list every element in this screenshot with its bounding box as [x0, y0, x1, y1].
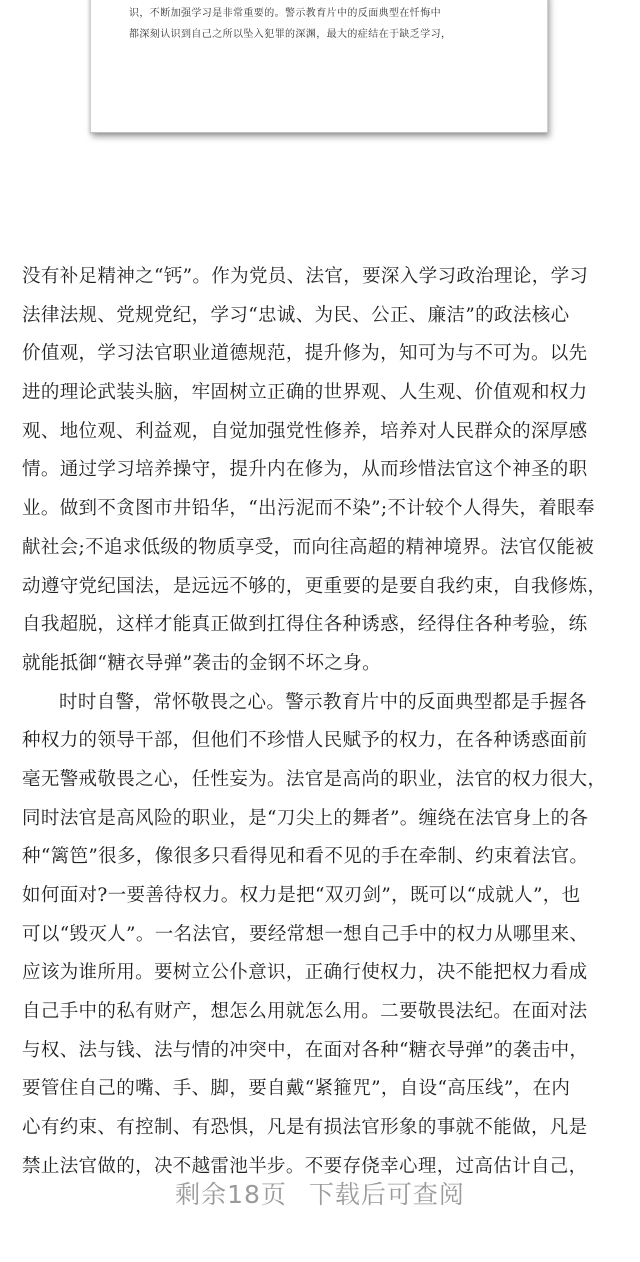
article-line: 自己手中的私有财产，想怎么用就怎么用。二要敬畏法纪。在面对法 — [22, 1001, 588, 1023]
article-line: 种权力的领导干部，但他们不珍惜人民赋予的权力，在各种诱惑面前 — [22, 730, 588, 752]
download-hint-text: 下载后可查阅 — [308, 1180, 465, 1209]
article-line: 没有补足精神之“钙”。作为党员、法官，要深入学习政治理论，学习 — [22, 266, 589, 287]
article-line: 种“篱笆”很多，像很多只看得见和看不见的手在牵制、约束着法官。 — [22, 846, 589, 868]
article-line: 要管住自己的嘴、手、脚，要自戴“紧箍咒”，自设“高压线”，在内 — [22, 1078, 571, 1100]
article-line: 自我超脱，这样才能真正做到扛得住各种诱惑，经得住各种考验，练 — [22, 614, 588, 636]
remaining-pages-text: 剩余18页 — [175, 1180, 287, 1209]
article-line: 法律法规、党规党纪，学习“忠诚、为民、公正、廉洁”的政法核心 — [22, 304, 570, 326]
paragraph-start-line: 时时自警，常怀敬畏之心。警示教育片中的反面典型都是手握各 — [59, 691, 587, 713]
article-line: 业。做到不贪图市井铅华，“出污泥而不染”;不计较个人得失，着眼奉 — [22, 498, 595, 520]
article-line: 与权、法与钱、法与情的冲突中，在面对各种“糖衣导弹”的袭击中， — [22, 1039, 589, 1061]
download-to-read-more[interactable] — [0, 1175, 640, 1211]
article-line: 进的理论武装头脑，牢固树立正确的世界观、人生观、价值观和权力 — [22, 382, 588, 404]
preview-text-line: 都深刻认识到自己之所以坠入犯罪的深渊，最大的症结在于缺乏学习， — [129, 29, 452, 40]
article-line: 价值观，学习法官职业道德规范，提升修为，知可为与不可为。以先 — [22, 343, 588, 365]
article-line: 观、地位观、利益观，自觉加强党性修养，培养对人民群众的深厚感 — [22, 420, 588, 442]
preview-page-card — [90, 0, 548, 133]
article-line: 可以“毁灭人”。一名法官，要经常想一想自己手中的权力从哪里来、 — [22, 923, 589, 945]
article-line: 毫无警戒敬畏之心，任性妄为。法官是高尚的职业，法官的权力很大， — [22, 768, 607, 790]
article-line: 禁止法官做的，决不越雷池半步。不要存侥幸心理，过高估计自己， — [22, 1155, 588, 1177]
article-line: 情。通过学习培养操守，提升内在修为，从而珍惜法官这个神圣的职 — [22, 459, 588, 481]
preview-text-line: 识，不断加强学习是非常重要的。警示教育片中的反面典型在忏悔中 — [129, 8, 441, 19]
article-body — [22, 258, 620, 1187]
article-line: 献社会;不追求低级的物质享受，而向往高超的精神境界。法官仅能被 — [22, 536, 595, 558]
article-line: 如何面对?一要善待权力。权力是把“双刃剑”，既可以“成就人”，也 — [22, 885, 581, 906]
article-line: 心有约束、有控制、有恐惧，凡是有损法官形象的事就不能做，凡是 — [22, 1117, 588, 1139]
article-line: 动遵守党纪国法，是远远不够的，更重要的是要自我约束，自我修炼， — [22, 575, 607, 597]
article-line: 就能抵御“糖衣导弹”袭击的金钢不坏之身。 — [22, 652, 381, 674]
article-line: 同时法官是高风险的职业，是“刀尖上的舞者”。缠绕在法官身上的各 — [22, 807, 589, 829]
article-line: 应该为谁所用。要树立公仆意识，正确行使权力，决不能把权力看成 — [22, 962, 588, 984]
